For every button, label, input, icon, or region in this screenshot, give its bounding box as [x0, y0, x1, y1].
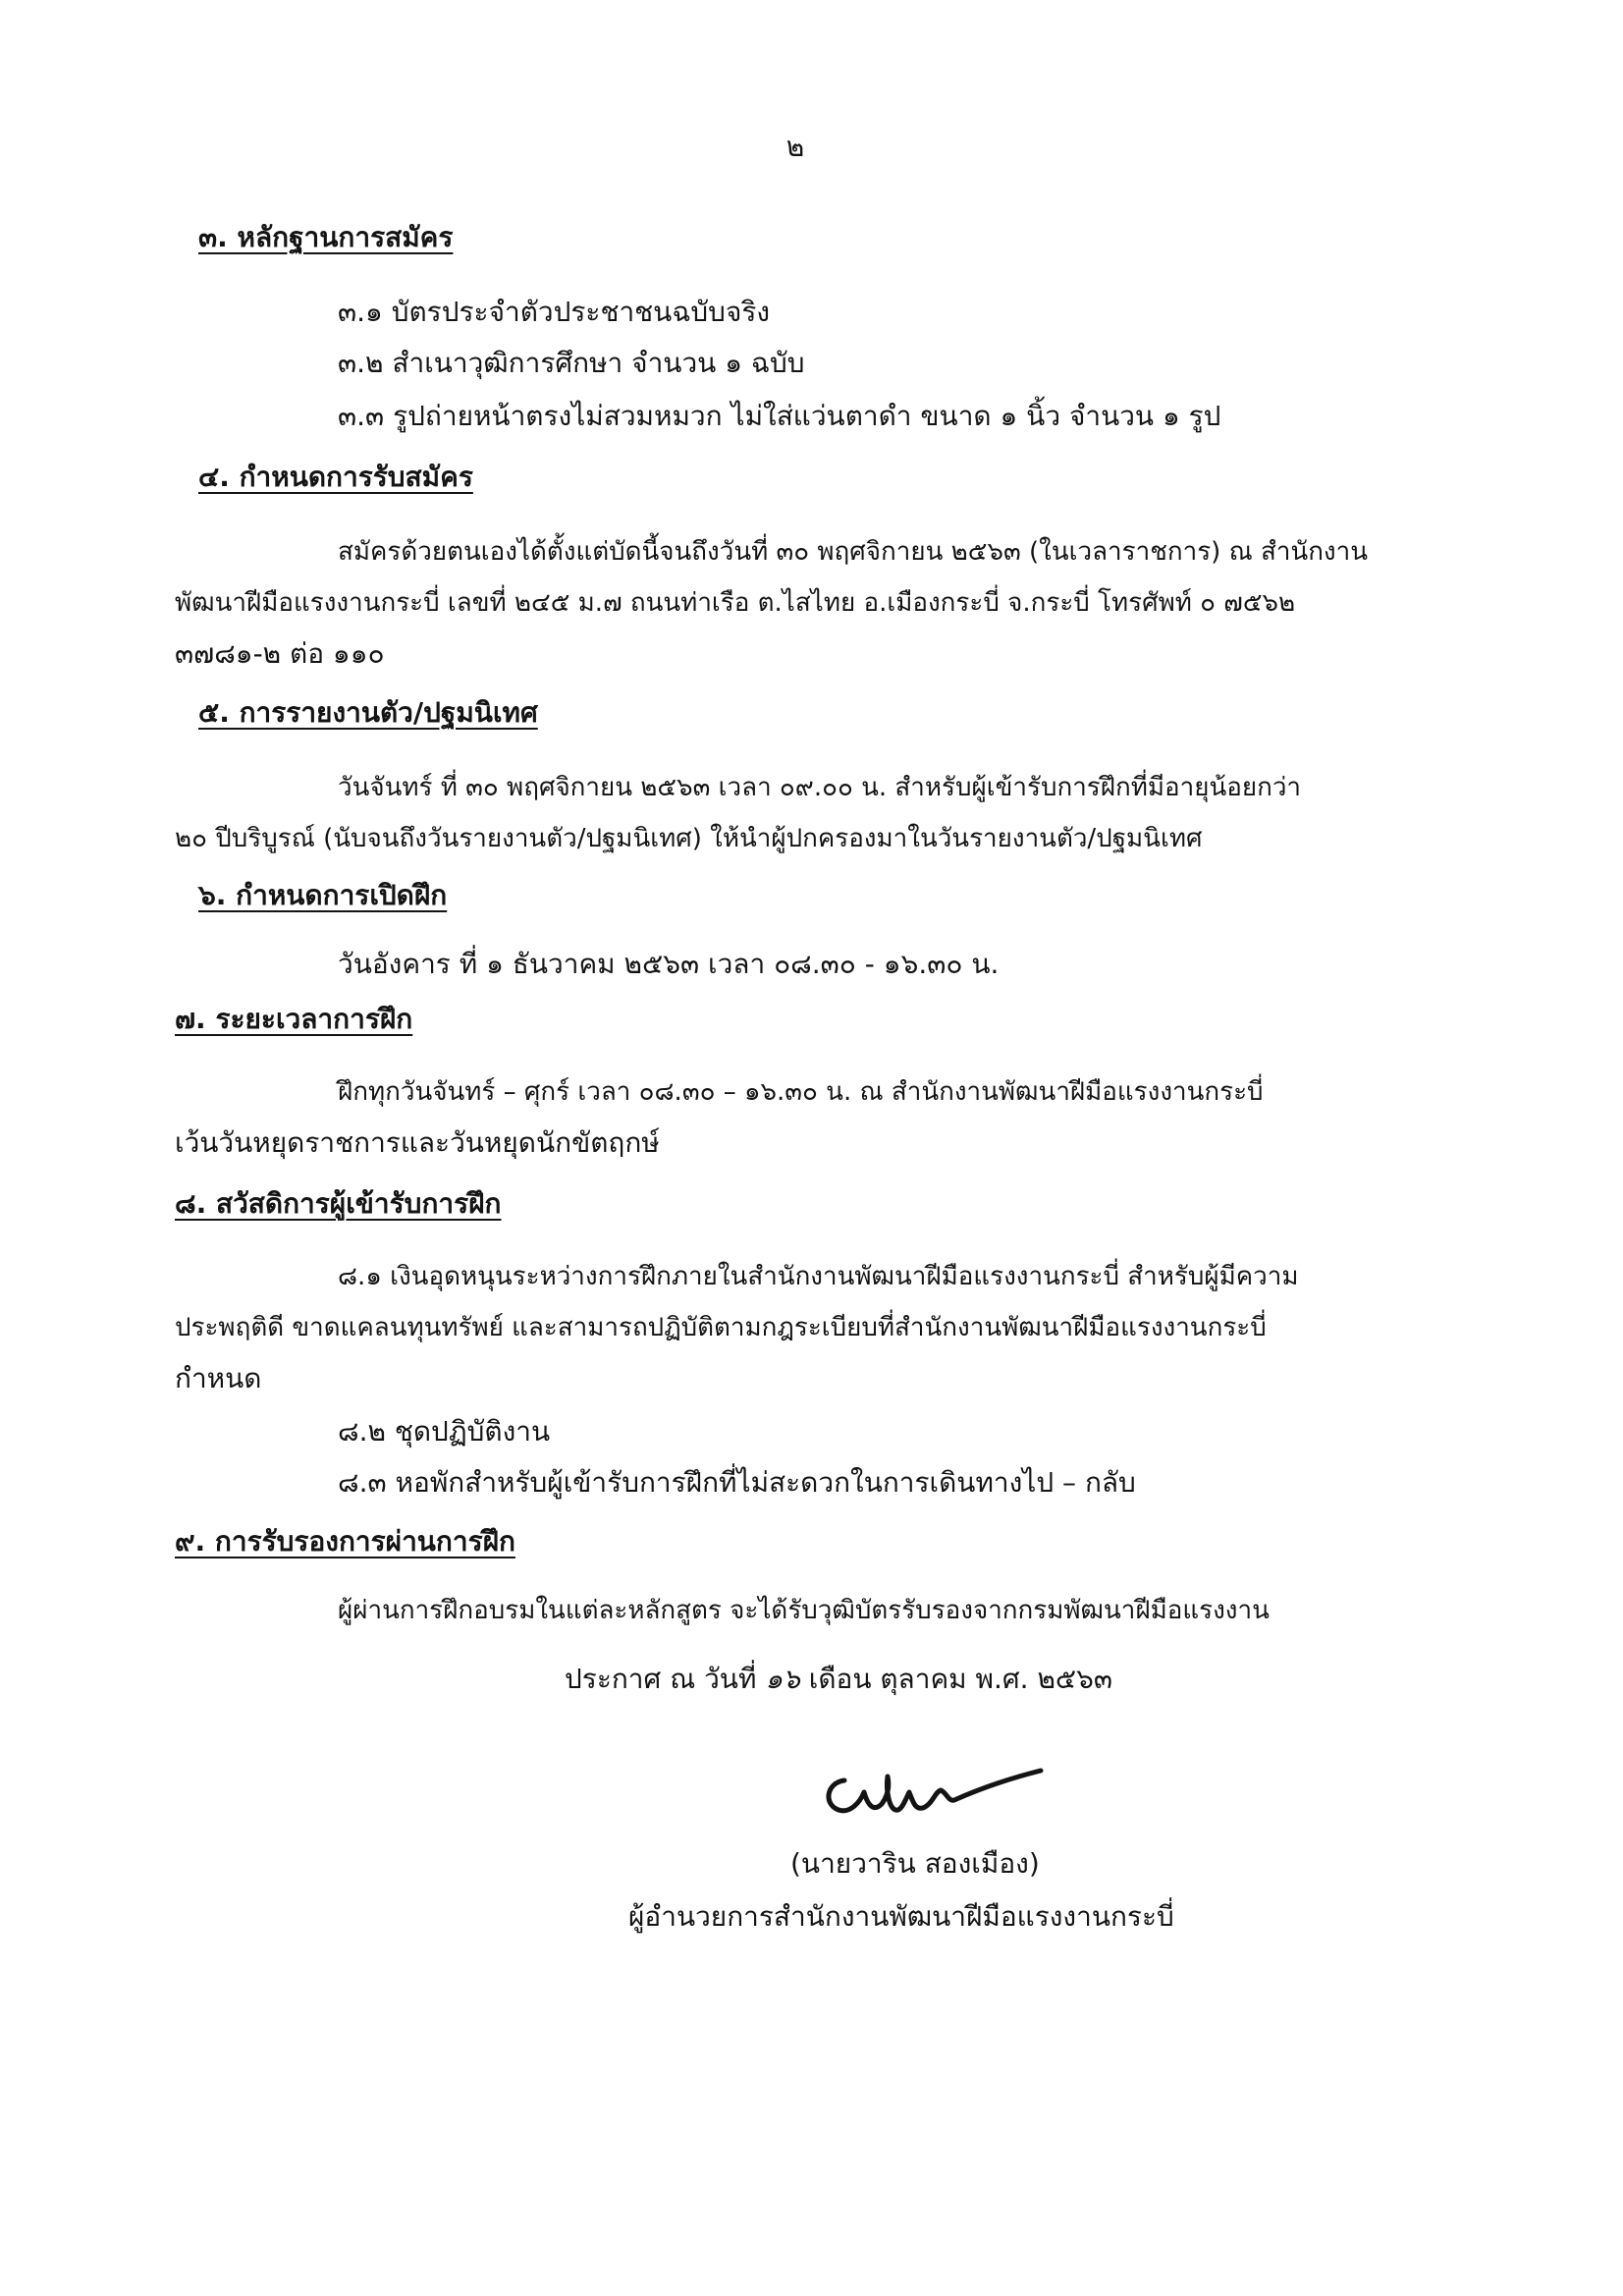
section-3-item-1: ๓.๑ บัตรประจำตัวประชาชนฉบับจริง — [338, 296, 771, 328]
section-4-line-3: ๓๗๘๑-๒ ต่อ ๑๑๐ — [175, 637, 385, 670]
section-6-line-1: วันอังคาร ที่ ๑ ธันวาคม ๒๕๖๓ เวลา ๐๘.๓๐ - ๑๖.๓๐ น. — [338, 948, 1000, 980]
announcement-suffix: เดือน ตุลาคม พ.ศ. ๒๕๖๓ — [808, 1663, 1113, 1695]
section-3-item-3: ๓.๓ รูปถ่ายหน้าตรงไม่สวมหมวก ไม่ใส่แว่นตาดำ ขนาด ๑ นิ้ว จำนวน ๑ รูป — [338, 400, 1221, 432]
signer-title: ผู้อำนวยการสำนักงานพัฒนาฝีมือแรงงานกระบี่ — [628, 1900, 1174, 1933]
section-8-item-3: ๘.๓ หอพักสำหรับผู้เข้ารับการฝึกที่ไม่สะดวกในการเดินทางไป – กลับ — [338, 1466, 1136, 1499]
signer-name: (นายวาริน สองเมือง) — [790, 1847, 1040, 1880]
announcement-day: ๑๖ — [765, 1663, 800, 1695]
page-number: ๒ — [785, 131, 805, 163]
section-9-line-1: ผู้ผ่านการฝึกอบรมในแต่ละหลักสูตร จะได้รับวุฒิบัตรรับรองจากกรมพัฒนาฝีมือแรงงาน — [338, 1596, 1270, 1625]
announcement-date — [565, 1660, 1112, 1699]
section-4-heading: ๔. กำหนดการรับสมัคร — [198, 461, 473, 493]
section-9-heading: ๙. การรับรองการผ่านการฝึก — [175, 1525, 516, 1558]
section-8-item-1-line-3: กำหนด — [175, 1362, 262, 1394]
section-8-heading: ๘. สวัสดิการผู้เข้ารับการฝึก — [175, 1187, 502, 1220]
section-5-line-1: วันจันทร์ ที่ ๓๐ พฤศจิกายน ๒๕๖๓ เวลา ๐๙.๐๐ น. สำหรับผู้เข้ารับการฝึกที่มีอายุน้อยกว่า — [338, 773, 1302, 802]
section-4-line-2: พัฒนาฝีมือแรงงานกระบี่ เลขที่ ๒๔๕ ม.๗ ถนนท่าเรือ ต.ไสไทย อ.เมืองกระบี่ จ.กระบี่ โทรศัพท์ ๐ ๗๕๖๒ — [175, 588, 1296, 618]
section-8-item-2: ๘.๒ ชุดปฏิบัติงาน — [338, 1415, 551, 1448]
section-7-line-2: เว้นวันหยุดราชการและวันหยุดนักขัตฤกษ์ — [175, 1126, 660, 1159]
section-6-heading: ๖. กำหนดการเปิดฝึก — [198, 879, 448, 911]
signature-image — [805, 1753, 1060, 1831]
section-3-heading: ๓. หลักฐานการสมัคร — [198, 221, 454, 253]
section-7-line-1: ฝึกทุกวันจันทร์ – ศุกร์ เวลา ๐๘.๓๐ – ๑๖.๓๐ น. ณ สำนักงานพัฒนาฝีมือแรงงานกระบี่ — [338, 1077, 1264, 1107]
section-5-line-2: ๒๐ ปีบริบูรณ์ (นับจนถึงวันรายงานตัว/ปฐมนิเทศ) ให้นำผู้ปกครองมาในวันรายงานตัว/ปฐมนิเทศ — [175, 824, 1203, 853]
section-4-line-1: สมัครด้วยตนเองได้ตั้งแต่บัดนี้จนถึงวันที่ ๓๐ พฤศจิกายน ๒๕๖๓ (ในเวลาราชการ) ณ สำนักงาน — [338, 537, 1369, 567]
section-8-item-1-line-2: ประพฤติดี ขาดแคลนทุนทรัพย์ และสามารถปฏิบัติตามกฎระเบียบที่สำนักงานพัฒนาฝีมือแรงงานกระบี่ — [175, 1313, 1267, 1342]
announcement-prefix: ประกาศ ณ วันที่ — [565, 1663, 757, 1695]
section-8-item-1-line-1: ๘.๑ เงินอุดหนุนระหว่างการฝึกภายในสำนักงานพัฒนาฝีมือแรงงานกระบี่ สำหรับผู้มีความ — [338, 1262, 1299, 1291]
section-7-heading: ๗. ระยะเวลาการฝึก — [175, 1003, 413, 1035]
section-5-heading: ๕. การรายงานตัว/ปฐมนิเทศ — [198, 696, 538, 729]
section-3-item-2: ๓.๒ สำเนาวุฒิการศึกษา จำนวน ๑ ฉบับ — [338, 347, 805, 379]
